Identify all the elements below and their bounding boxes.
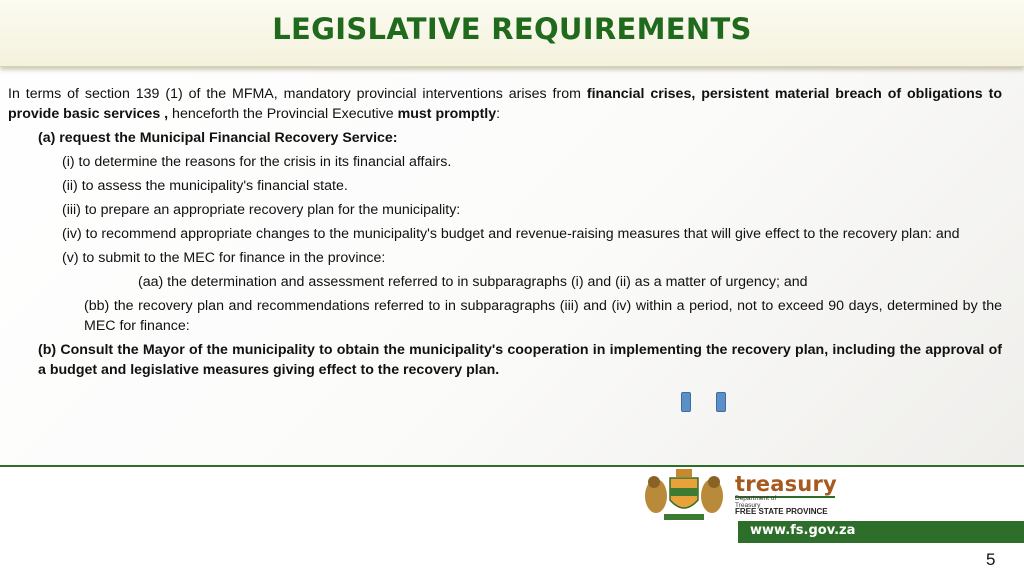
embedded-object-icon[interactable]	[716, 392, 726, 412]
embedded-object-icon[interactable]	[681, 392, 691, 412]
sub-item-iii: (iii) to prepare an appropriate recovery plan for the municipality:	[62, 202, 461, 218]
intro-bold-1: financial crises, persistent material breach of obligations to provide basic services ,	[8, 86, 1002, 122]
coat-of-arms-icon	[640, 466, 728, 522]
intro-text-1: In terms of section 139 (1) of the MFMA, mandatory provincial interventions arises from	[8, 86, 587, 102]
item-b: (b) Consult the Mayor of the municipality to obtain the municipality's cooperation in implementing the recovery plan, including the approval of a budget and legislative measures giving effect to the recovery plan.	[38, 342, 1002, 378]
sub-item-iv: (iv) to recommend appropriate changes to the municipality's budget and revenue-raising measures that will give effect to the recovery plan: and	[62, 226, 960, 242]
sub-sub-item-aa: (aa) the determination and assessment referred to in subparagraphs (i) and (ii) as a matter of urgency; and	[138, 274, 808, 290]
page-number: 5	[986, 550, 996, 569]
slide-body	[8, 84, 1002, 380]
intro-text-3: :	[496, 106, 501, 122]
sub-item-v: (v) to submit to the MEC for finance in the province:	[62, 250, 386, 266]
department-line: Department of	[735, 495, 777, 502]
website-url: www.fs.gov.za	[750, 523, 856, 538]
item-a: (a) request the Municipal Financial Recovery Service:	[38, 130, 398, 146]
intro-bold-2: must promptly	[397, 106, 497, 122]
intro-text-2: henceforth the Provincial Executive	[168, 106, 398, 122]
slide-title: LEGISLATIVE REQUIREMENTS	[272, 12, 752, 46]
brand-name: treasury	[735, 472, 837, 496]
sub-item-ii: (ii) to assess the municipality's financial state.	[62, 178, 348, 194]
department-line: Treasury	[735, 502, 761, 509]
sub-item-i: (i) to determine the reasons for the crisis in its financial affairs.	[62, 154, 452, 170]
province-label: FREE STATE PROVINCE	[735, 507, 828, 516]
intro-paragraph	[8, 84, 1002, 124]
sub-sub-item-bb: (bb) the recovery plan and recommendations referred to in subparagraphs (iii) and (iv) within a period, not to exceed 90 days, determined by the MEC for finance:	[84, 298, 1002, 334]
